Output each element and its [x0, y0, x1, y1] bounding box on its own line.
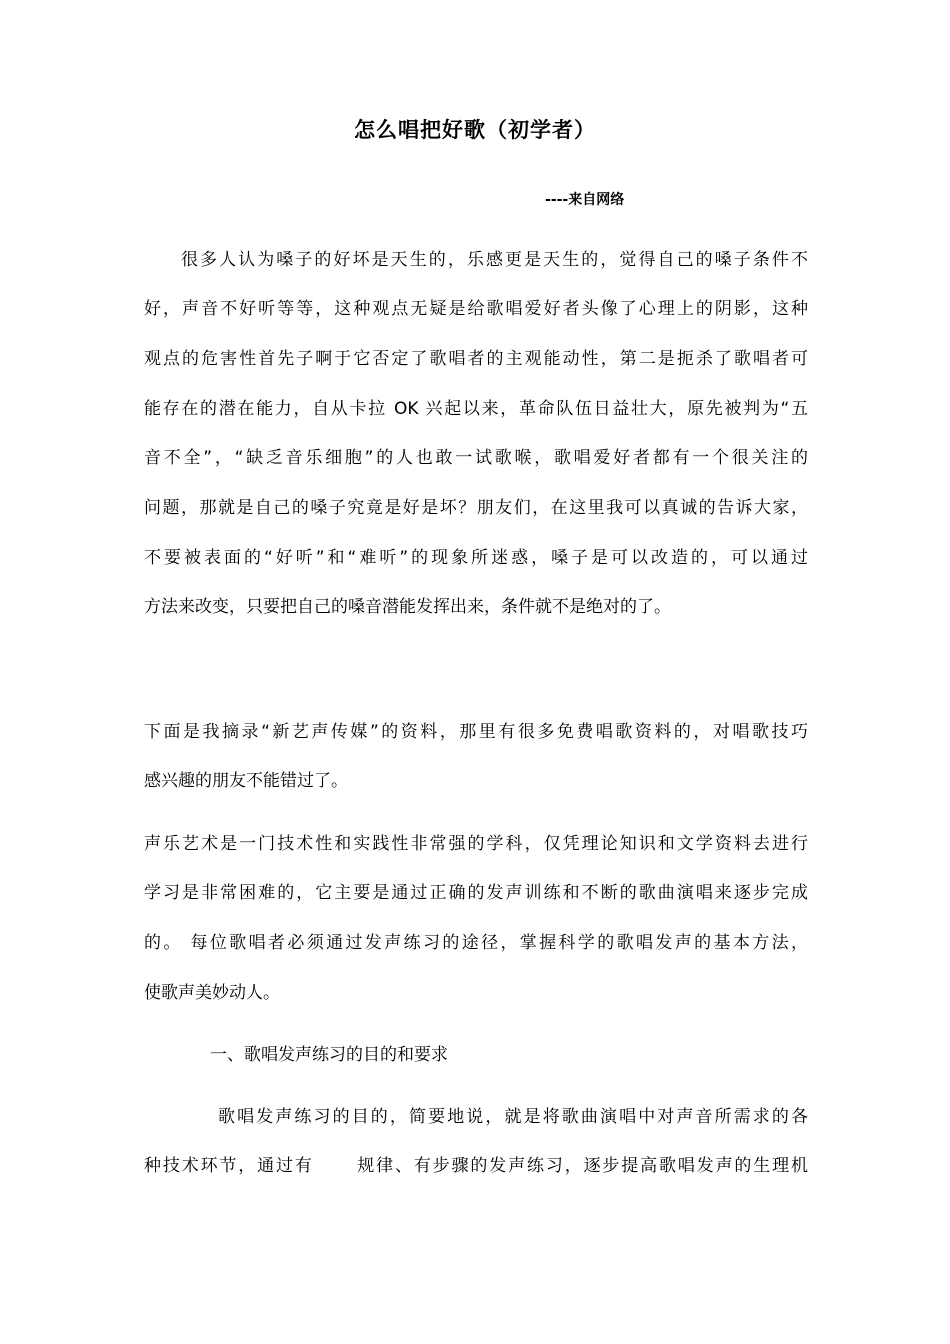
paragraph-3-line: 的。 每位歌唱者必须通过发声练习的途径，掌握科学的歌唱发声的基本方法， [144, 933, 808, 953]
source-attribution: ----来自网络 [545, 192, 625, 208]
paragraph-3-line: 声乐艺术是一门技术性和实践性非常强的学科，仅凭理论知识和文学资料去进行 [144, 834, 808, 854]
paragraph-2-line: 下面是我摘录“新艺声传媒”的资料，那里有很多免费唱歌资料的，对唱歌技巧 [144, 722, 808, 742]
document-title: 怎么唱把好歌（初学者） [354, 118, 596, 142]
section-heading: 一、歌唱发声练习的目的和要求 [210, 1045, 448, 1065]
paragraph-4-line: 种技术环节，通过有 规律、有步骤的发声练习，逐步提高歌唱发声的生理机 [144, 1156, 808, 1176]
paragraph-1-line: 问题，那就是自己的嗓子究竟是好是坏？朋友们，在这里我可以真诚的告诉大家， [144, 498, 808, 518]
paragraph-1-line: 能存在的潜在能力，自从卡拉 OK 兴起以来，革命队伍日益壮大，原先被判为“五 [144, 399, 808, 419]
paragraph-1-line: 音不全”，“缺乏音乐细胞”的人也敢一试歌喉，歌唱爱好者都有一个很关注的 [144, 448, 808, 468]
paragraph-1-line: 方法来改变，只要把自己的嗓音潜能发挥出来，条件就不是绝对的了。 [144, 597, 671, 617]
paragraph-1-line: 很多人认为嗓子的好坏是天生的，乐感更是天生的，觉得自己的嗓子条件不 [181, 250, 808, 270]
paragraph-1-line: 不要被表面的“好听”和“难听”的现象所迷惑，嗓子是可以改造的，可以通过 [144, 548, 808, 568]
paragraph-1-line: 观点的危害性首先子啊于它否定了歌唱者的主观能动性，第二是扼杀了歌唱者可 [144, 349, 808, 369]
paragraph-4-line: 歌唱发声练习的目的，简要地说，就是将歌曲演唱中对声音所需求的各 [218, 1107, 808, 1127]
paragraph-2-line: 感兴趣的朋友不能错过了。 [144, 771, 348, 791]
paragraph-3-line: 使歌声美妙动人。 [144, 983, 280, 1003]
paragraph-1-line: 好，声音不好听等等，这种观点无疑是给歌唱爱好者头像了心理上的阴影，这种 [144, 299, 808, 319]
paragraph-3-line: 学习是非常困难的，它主要是通过正确的发声训练和不断的歌曲演唱来逐步完成 [144, 883, 808, 903]
